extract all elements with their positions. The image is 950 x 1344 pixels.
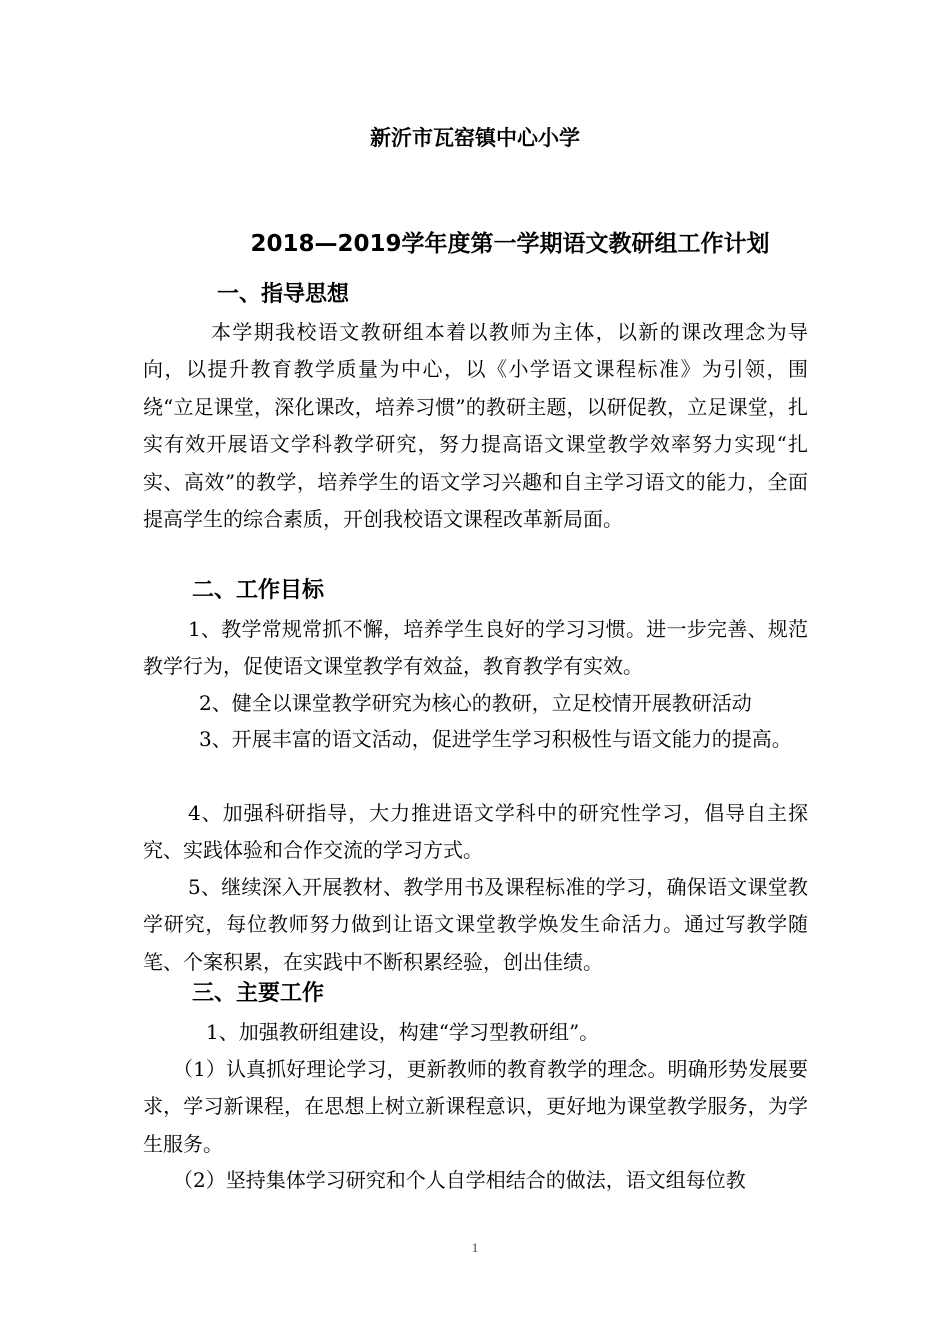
goal-item-4: 4、加强科研指导，大力推进语文学科中的研究性学习，倡导自主探究、实践体验和合作交流的学习方式。 bbox=[143, 801, 808, 863]
main-work-item-1: 1、加强教研组建设，构建“学习型教研组”。 bbox=[206, 1020, 600, 1044]
goal-item-1: 1、教学常规常抓不懈，培养学生良好的学习习惯。进一步完善、规范教学行为，促使语文课堂教学有效益，教育教学有实效。 bbox=[143, 617, 808, 679]
school-name: 新沂市瓦窑镇中心小学 bbox=[370, 126, 580, 150]
goal-item-3: 3、开展丰富的语文活动，促进学生学习积极性与语文能力的提高。 bbox=[199, 727, 792, 751]
section-heading-guiding-thought: 一、指导思想 bbox=[217, 282, 350, 307]
main-work-subitem-1: （1）认真抓好理论学习，更新教师的教育教学的理念。明确形势发展要求，学习新课程，在思想上树立新课程意识，更好地为课堂教学服务，为学生服务。 bbox=[143, 1057, 808, 1156]
main-work-subitem-2: （2）坚持集体学习研究和个人自学相结合的做法，语文组每位教 bbox=[173, 1168, 746, 1192]
section-heading-work-goals: 二、工作目标 bbox=[192, 578, 325, 603]
page-number: 1 bbox=[471, 1240, 479, 1255]
goal-item-5: 5、继续深入开展教材、教学用书及课程标准的学习，确保语文课堂教学研究，每位教师努力做到让语文课堂教学焕发生命活力。通过写教学随笔、个案积累，在实践中不断积累经验，创出佳绩。 bbox=[143, 875, 808, 974]
paragraph-guiding-thought: 本学期我校语文教研组本着以教师为主体，以新的课改理念为导向，以提升教育教学质量为中心，以《小学语文课程标准》为引领，围绕“立足课堂，深化课改，培养习惯”的教研主题，以研促教，立足课堂，扎实有效开展语文学科教学研究，努力提高语文课堂教学效率努力实现“扎实、高效”的教学，培养学生的语文学习兴趣和自主学习语文的能力，全面提高学生的综合素质，开创我校语文课程改革新局面。 bbox=[143, 320, 808, 532]
goal-item-2: 2、健全以课堂教学研究为核心的教研，立足校情开展教研活动 bbox=[199, 691, 752, 715]
section-heading-main-work: 三、主要工作 bbox=[192, 981, 325, 1006]
document-title: 2018—2019学年度第一学期语文教研组工作计划 bbox=[250, 231, 770, 257]
